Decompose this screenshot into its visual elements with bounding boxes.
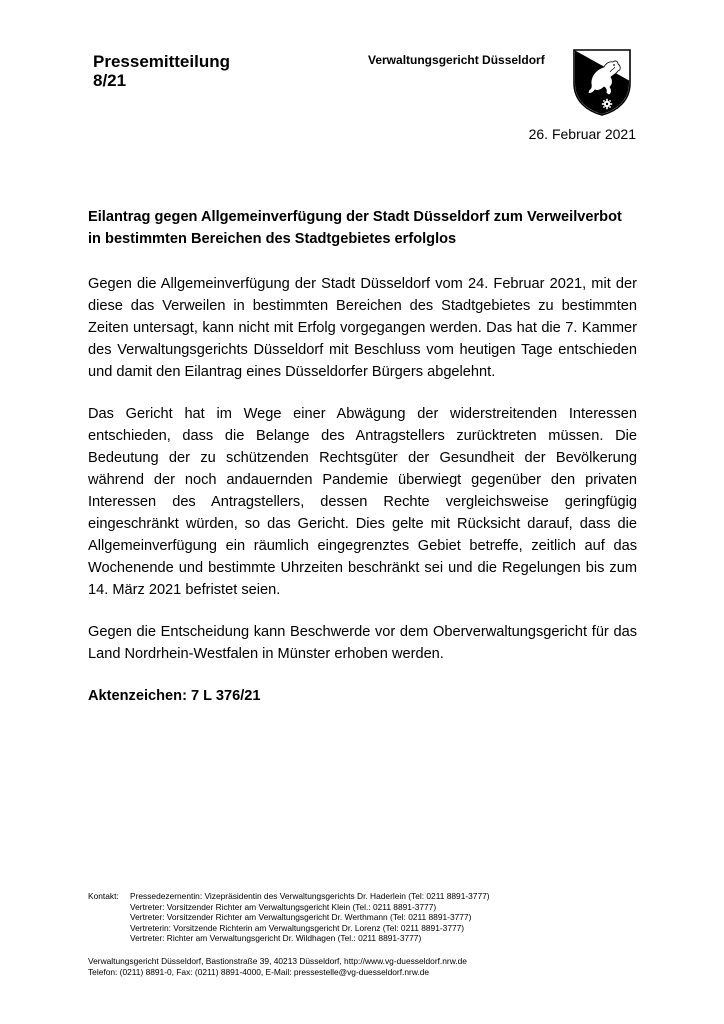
article-body [88,206,637,707]
contact-line: Vertreter: Vorsitzender Richter am Verwaltungsgericht Dr. Werthmann (Tel: 0211 8891-3777) [130,912,472,923]
case-number: Aktenzeichen: 7 L 376/21 [88,688,261,704]
coat-of-arms-icon [571,47,633,117]
article-headline: Eilantrag gegen Allgemeinverfügung der Stadt Düsseldorf zum Verweilverbot in bestimmten Bereichen des Stadtgebietes erfolglos [88,209,622,247]
footer [88,891,648,977]
article-paragraph: Gegen die Entscheidung kann Beschwerde vor dem Oberverwaltungsgericht für das Land Nordrhein-Westfalen in Münster erhoben werden. [88,624,637,662]
contact-list [130,891,490,944]
contact-line: Vertreter: Vorsitzender Richter am Verwaltungsgericht Klein (Tel.: 0211 8891-3777) [130,901,437,912]
contact-line: Vertreterin: Vorsitzende Richterin am Verwaltungsgericht Dr. Lorenz (Tel: 0211 8891-3777) [130,922,465,933]
address-line: Verwaltungsgericht Düsseldorf, Bastionstraße 39, 40213 Düsseldorf, http://www.vg-duesseldorf.nrw.de [88,955,467,966]
court-name: Verwaltungsgericht Düsseldorf [368,53,545,67]
contact-label: Kontakt: [88,891,119,901]
article-paragraph: Gegen die Allgemeinverfügung der Stadt Düsseldorf vom 24. Februar 2021, mit der diese das Verweilen in bestimmten Bereichen des Stadtgebietes zu bestimmten Zeiten untersagt, kann nicht mit Erfolg vorgegangen werden. Das hat die 7. Kammer des Verwaltungsgerichts Düsseldorf mit Beschluss vom heutigen Tage entschieden und damit den Eilantrag eines Düsseldorfer Bürgers abgelehnt. [88,276,637,380]
title-line: Pressemitteilung [93,52,230,71]
contact-line: Vertreter: Richter am Verwaltungsgericht Dr. Wildhagen (Tel.: 0211 8891-3777) [130,933,422,944]
contact-line: Pressedezernentin: Vizepräsidentin des Verwaltungsgerichts Dr. Haderlein (Tel: 0211 8891-3777) [130,891,490,901]
article-paragraph: Das Gericht hat im Wege einer Abwägung der widerstreitenden Interessen entschieden, dass die Belange des Antragstellers zurücktreten müssen. Die Bedeutung der zu schützenden Rechtsgüter der Gesundheit der Bevölkerung während der noch andauernden Pandemie überwiegt gegenüber den privaten Interessen des Antragstellers, dessen Rechte vergleichsweise geringfügig eingeschränkt würden, so das Gericht. Dies gelte mit Rücksicht darauf, dass die Allgemeinverfügung ein räumlich eingegrenztes Gebiet betreffe, zeitlich auf das Wochenende und bestimmte Uhrzeiten beschränkt sei und die Regelungen bis zum 14. März 2021 befristet seien. [88,406,637,598]
phone-line: Telefon: (0211) 8891-0, Fax: (0211) 8891-4000, E-Mail: pressestelle@vg-duesseldorf.nrw.de [88,966,430,977]
press-release-title [93,52,230,90]
address-block [88,956,648,977]
contact-block [88,891,648,944]
release-date: 26. Februar 2021 [528,126,636,142]
release-number: 8/21 [93,71,127,90]
